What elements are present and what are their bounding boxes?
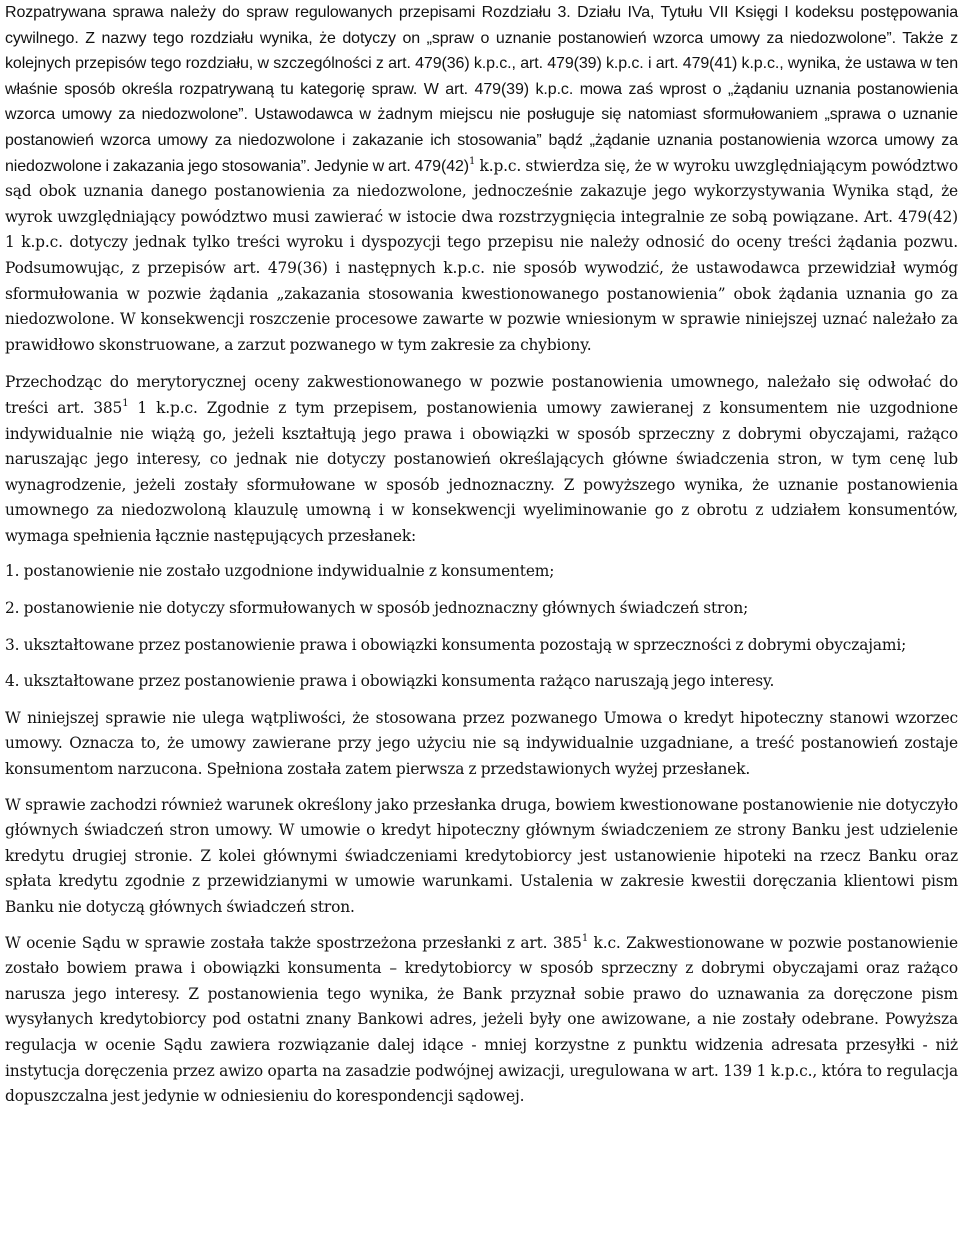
paragraph-1-text-b: k.p.c. stwierdza się, że w wyroku uwzględniającym powództwo sąd obok uznania danego postanowienia za niedozwolone, jednocześnie zakazuje jego wykorzystywania Wynika stąd, że wyrok uwzględniający powództwo musi zawierać w istocie dwa rozstrzygnięcia integralnie ze sobą powiązane. Art. 479(42) 1 k.p.c. dotyczy jednak tylko treści wyroku i dyspozycji tego przepisu nie należy odnosić do oceny treści żądania pozwu. Podsumowując, z przepisów art. 479(36) i następnych k.p.c. nie sposób wywodzić, że ustawodawca przewidział wymóg sformułowania w pozwie żądania „zakazania stosowania kwestionowanego postanowienia” obok żądania uznania go za niedozwolone. W konsekwencji roszczenie procesowe zawarte w pozwie wniesionym w sprawie niniejszej uznać należało za prawidłowo skonstruowane, a zarzut pozwanego w tym zakresie za chybiony. — [5, 156, 958, 354]
paragraph-5 — [5, 931, 960, 1110]
paragraph-5-text-b: k.c. Zakwestionowane w pozwie postanowienie zostało bowiem prawa i obowiązki konsumenta – kredytobiorcy w sposób sprzeczny z dobrymi obyczajami oraz rażąco narusza jego interesy. Z postanowienia tego wynika, że Bank przyznał sobie prawo do uznawania za doręczone pism wysyłanych kredytobiorcy pod ostatni znany Bankowi adres, jeżeli były one awizowane, a nie zostały odebrane. Powyższa regulacja w ocenie Sądu zawiera rozwiązanie dalej idące - mniej korzystne z punktu widzenia adresata przesyłki - niż instytucja doręczenia przez awizo oparta na zasadzie podwójnej awizacji, uregulowana w art. 139 1 k.p.c., która to regulacja dopuszczalna jest jedynie w odniesieniu do korespondencji sądowej. — [5, 933, 959, 1106]
list-item-4: 4. ukształtowane przez postanowienie prawa i obowiązki konsumenta rażąco naruszają jego interesy. — [5, 672, 775, 691]
paragraph-2 — [5, 370, 960, 549]
paragraph-2-text-a: Przechodząc do merytorycznej oceny zakwestionowanego w pozwie postanowienia umownego, należało się odwołać do treści art. 385 — [5, 373, 958, 417]
list-item-1: 1. postanowienie nie zostało uzgodnione indywidualnie z konsumentem; — [5, 562, 555, 581]
list-item-2: 2. postanowienie nie dotyczy sformułowanych w sposób jednoznaczny głównych świadczeń stron; — [5, 599, 749, 618]
list-item-3: 3. ukształtowane przez postanowienie prawa i obowiązki konsumenta pozostają w sprzeczności z dobrymi obyczajami; — [5, 635, 907, 654]
paragraph-3: W niniejszej sprawie nie ulega wątpliwości, że stosowana przez pozwanego Umowa o kredyt hipoteczny stanowi wzorzec umowy. Oznacza to, że umowy zawierane przy jego użyciu nie są indywidualnie uzgadniane, a treść postanowień zostaje konsumentom narzucona. Spełniona została zatem pierwsza z przedstawionych wyżej przesłanek. — [5, 708, 958, 779]
paragraph-1-text-a: Rozpatrywana sprawa należy do spraw regulowanych przepisami Rozdziału 3. Działu IVa, Tytułu VII Księgi I kodeksu postępowania cywilnego. Z nazwy tego rozdziału wynika, że dotyczy on „spraw o uznanie postanowień wzorca umowy za niedozwolone”. Także z kolejnych przepisów tego rozdziału, w szczególności z art. 479(36) k.p.c., art. 479(39) k.p.c. i art. 479(41) k.p.c., wynika, że ustawa w ten właśnie sposób określa rozpatrywaną tu kategorię spraw. W art. 479(39) k.p.c. mowa zaś wprost o „żądaniu uznania postanowienia wzorca umowy za niedozwolone”. Ustawodawca w żadnym miejscu nie posługuje się natomiast sformułowaniem „sprawa o uznanie postanowień wzorca umowy za niedozwolone i zakazanie ich stosowania” bądź „żądanie uznania postanowienia wzorca umowy za niedozwolone i zakazania jego stosowania”. Jedynie w art. 479(42) — [5, 4, 958, 175]
paragraph-5-text-a: W ocenie Sądu w sprawie została także spostrzeżona przesłanki z art. 385 — [5, 933, 582, 952]
superscript-2: 1 — [122, 397, 129, 409]
paragraph-1 — [5, 0, 960, 358]
paragraph-2-text-b: 1 k.p.c. Zgodnie z tym przepisem, postanowienia umowy zawieranej z konsumentem nie uzgodnione indywidualnie nie wiążą go, jeżeli kształtują jego prawa i obowiązki w sposób sprzeczny z dobrymi obyczajami, rażąco naruszając jego interesy, co jednak nie dotyczy postanowień określających główne świadczenia stron, w tym cenę lub wynagrodzenie, jeżeli zostały sformułowane w sposób jednoznaczny. Z powyższego wynika, że uznanie postanowienia umownego za niedozwoloną klauzulę umowną i w konsekwencji wyeliminowanie go z obrotu z udziałem konsumentów, wymaga spełnienia łącznie następujących przesłanek: — [5, 398, 958, 545]
superscript-3: 1 — [581, 932, 589, 944]
superscript-1: 1 — [469, 155, 476, 167]
paragraph-4: W sprawie zachodzi również warunek określony jako przesłanka druga, bowiem kwestionowane postanowienie nie dotyczyło głównych świadczeń stron umowy. W umowie o kredyt hipoteczny głównym świadczeniem ze strony Banku jest udzielenie kredytu drugiej stronie. Z kolei głównymi świadczeniami kredytobiorcy jest ustanowienie hipoteki na rzecz Banku oraz spłata kredytu zgodnie z przewidzianymi w umowie warunkami. Ustalenia w zakresie kwestii doręczania klientowi pism Banku nie dotyczą głównych świadczeń stron. — [5, 795, 958, 916]
